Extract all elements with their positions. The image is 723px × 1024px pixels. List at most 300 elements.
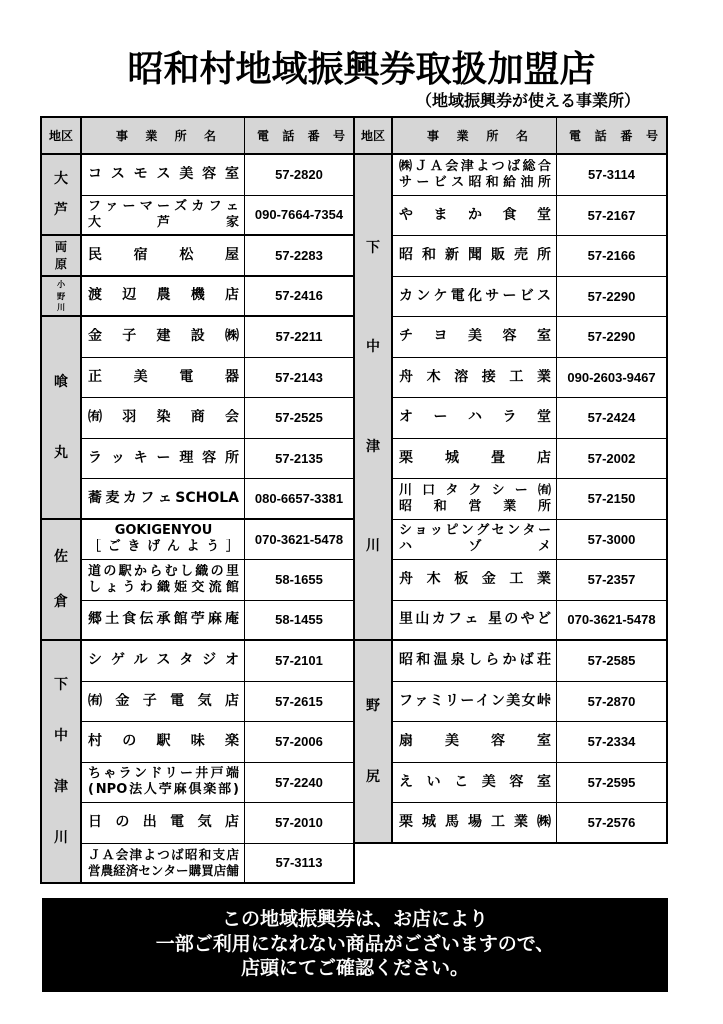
text-segment: 木 bbox=[426, 571, 441, 588]
store-name-line bbox=[88, 247, 239, 264]
text-segment: 購 bbox=[188, 862, 202, 878]
text-segment: ー bbox=[156, 449, 171, 466]
text-segment: 里 bbox=[225, 563, 239, 579]
text-segment: ㈲ bbox=[88, 692, 102, 709]
store-name-line bbox=[88, 847, 239, 863]
text-segment: ご bbox=[107, 539, 121, 555]
text-segment: 買 bbox=[201, 862, 214, 878]
store-name-line bbox=[88, 409, 239, 426]
text-segment: Ａ bbox=[101, 846, 115, 862]
text-segment: つ bbox=[157, 846, 170, 862]
phone-number: 57-2820 bbox=[245, 155, 355, 196]
text-segment: 所 bbox=[224, 449, 239, 466]
text-segment: ( bbox=[88, 782, 94, 798]
text-segment: 中 bbox=[366, 339, 380, 356]
phone-number: 090-2603-9467 bbox=[557, 358, 668, 399]
text-segment: ス bbox=[156, 166, 171, 183]
text-segment: メ bbox=[537, 539, 551, 555]
text-segment: 容 bbox=[509, 773, 524, 790]
store-name-cell bbox=[393, 682, 557, 723]
text-segment: 合 bbox=[537, 158, 551, 174]
store-name-line bbox=[88, 215, 239, 231]
text-segment: セ bbox=[138, 862, 151, 878]
store-name-line bbox=[88, 733, 239, 750]
phone-number: 070-3621-5478 bbox=[245, 520, 355, 561]
text-segment: ミ bbox=[429, 692, 444, 709]
text-segment: タ bbox=[522, 523, 536, 539]
text-segment: 号 bbox=[332, 128, 345, 143]
text-segment: 済 bbox=[125, 862, 139, 878]
phone-number: 090-7664-7354 bbox=[245, 196, 355, 237]
text-segment: 美 bbox=[179, 166, 194, 183]
text-segment: う bbox=[206, 539, 220, 555]
text-segment: 溶 bbox=[454, 368, 469, 385]
store-name-line bbox=[399, 774, 551, 791]
text-segment: 出 bbox=[142, 814, 157, 831]
text-segment: 正 bbox=[88, 368, 102, 385]
phone-number: 57-2595 bbox=[557, 763, 668, 804]
store-name-cell bbox=[82, 682, 245, 723]
text-segment: 栗 bbox=[399, 813, 413, 830]
text-segment: ー bbox=[433, 409, 448, 426]
text-segment: 子 bbox=[122, 328, 137, 345]
text-segment: ピ bbox=[445, 523, 459, 539]
text-segment: 金 bbox=[481, 571, 496, 588]
text-segment: 気 bbox=[197, 692, 212, 709]
text-segment: ラ bbox=[502, 409, 517, 426]
text-segment: ま bbox=[433, 206, 448, 223]
text-segment: 法 bbox=[129, 782, 143, 798]
phone-number: 57-3000 bbox=[557, 520, 668, 561]
phone-number: 57-3114 bbox=[557, 155, 668, 196]
store-name-cell bbox=[82, 317, 245, 358]
text-segment: ズ bbox=[174, 198, 188, 214]
text-segment: GOKIGENYOU bbox=[114, 523, 213, 539]
header-store-name bbox=[393, 118, 557, 155]
text-segment: 道 bbox=[88, 563, 102, 579]
text-segment: 板 bbox=[454, 571, 469, 588]
text-segment: 堂 bbox=[537, 409, 551, 426]
text-segment: 美 bbox=[445, 733, 459, 750]
notice-box bbox=[42, 898, 668, 992]
text-segment: 電 bbox=[170, 692, 185, 709]
text-segment: 川 bbox=[56, 302, 66, 313]
text-segment: 和 bbox=[433, 498, 447, 514]
text-segment: の bbox=[103, 563, 117, 579]
text-segment: 販 bbox=[491, 247, 505, 264]
text-segment: 下 bbox=[366, 239, 380, 256]
text-segment: し bbox=[179, 563, 193, 579]
text-segment: し bbox=[88, 579, 102, 595]
text-segment: タ bbox=[163, 862, 176, 878]
text-segment: 染 bbox=[156, 409, 171, 426]
text-segment: 栗 bbox=[399, 449, 413, 466]
phone-number: 57-3113 bbox=[245, 844, 355, 885]
text-segment: ジ bbox=[202, 652, 217, 669]
text-segment: 美 bbox=[468, 328, 482, 345]
text-segment: 馬 bbox=[445, 813, 459, 830]
text-segment: 佐 bbox=[54, 549, 68, 565]
text-segment: 美 bbox=[133, 368, 148, 385]
text-segment: 室 bbox=[537, 328, 551, 345]
text-segment: 経 bbox=[113, 862, 126, 878]
store-name-line bbox=[88, 539, 239, 555]
store-name-cell bbox=[82, 439, 245, 480]
store-table-right bbox=[353, 116, 668, 844]
store-name-cell bbox=[393, 722, 557, 763]
text-segment: ー bbox=[502, 287, 517, 304]
phone-number: 57-2416 bbox=[245, 277, 355, 318]
text-segment: 場 bbox=[468, 813, 482, 830]
store-name-cell bbox=[393, 601, 557, 642]
store-name-cell bbox=[393, 803, 557, 844]
store-name-line bbox=[399, 483, 551, 499]
text-segment: 会 bbox=[225, 409, 239, 426]
text-segment: 口 bbox=[422, 482, 436, 498]
text-segment: 駅 bbox=[156, 733, 171, 750]
text-segment: 和 bbox=[485, 174, 499, 190]
store-name-cell bbox=[82, 763, 245, 804]
text-segment: 業 bbox=[145, 128, 158, 143]
store-name-line bbox=[399, 288, 551, 305]
text-segment: 流 bbox=[208, 579, 222, 595]
store-name-cell bbox=[82, 641, 245, 682]
phone-number: 58-1655 bbox=[245, 560, 355, 601]
text-segment: こ bbox=[454, 773, 469, 790]
text-segment: 名 bbox=[203, 128, 216, 143]
text-segment: 屋 bbox=[224, 246, 239, 263]
store-name-line bbox=[88, 814, 239, 831]
text-segment: 号 bbox=[645, 128, 658, 143]
store-name-line bbox=[399, 733, 551, 750]
phone-number: 57-2167 bbox=[557, 196, 668, 237]
text-segment: 室 bbox=[537, 733, 551, 750]
text-segment: よ bbox=[143, 846, 156, 862]
text-segment: キ bbox=[133, 449, 148, 466]
text-segment: 村 bbox=[88, 733, 102, 750]
text-segment: 津 bbox=[366, 438, 380, 455]
text-segment: 事 bbox=[427, 128, 440, 143]
notice-line: この地域振興券は、お店により bbox=[221, 908, 488, 930]
notice-line: 店頭にてご確認ください。 bbox=[240, 957, 469, 979]
text-segment: 会 bbox=[115, 846, 129, 862]
district-cell bbox=[42, 155, 82, 236]
text-segment: 楽 bbox=[225, 733, 239, 750]
text-segment: 美 bbox=[506, 692, 521, 709]
store-name-line bbox=[88, 611, 239, 628]
text-segment: ゃ bbox=[103, 766, 117, 782]
text-segment: ㈲ bbox=[88, 409, 102, 426]
text-segment: シ bbox=[399, 523, 413, 539]
phone-number: 57-2585 bbox=[557, 641, 668, 682]
text-segment: セ bbox=[491, 523, 505, 539]
text-segment: む bbox=[164, 563, 178, 579]
text-segment: ［ bbox=[88, 539, 102, 555]
text-segment: ス bbox=[156, 652, 171, 669]
store-name-line bbox=[88, 369, 239, 386]
text-segment: チ bbox=[399, 328, 413, 345]
text-segment: 承 bbox=[156, 611, 171, 628]
text-segment: ェ bbox=[157, 489, 172, 506]
district-cell bbox=[42, 520, 82, 642]
text-segment: 下 bbox=[54, 677, 68, 693]
header-phone bbox=[245, 118, 355, 155]
text-segment: 売 bbox=[514, 247, 528, 264]
text-segment: ー bbox=[176, 862, 189, 878]
text-segment: 所 bbox=[486, 128, 499, 143]
store-name-line bbox=[399, 369, 551, 386]
store-name-line bbox=[399, 207, 551, 224]
text-segment: 山 bbox=[415, 611, 430, 628]
text-segment: 渡 bbox=[88, 287, 102, 304]
text-segment: 峠 bbox=[536, 692, 551, 709]
store-name-line bbox=[88, 287, 239, 304]
text-segment: フ bbox=[88, 198, 102, 214]
text-segment: 星 bbox=[487, 611, 502, 628]
text-segment: 容 bbox=[491, 733, 505, 750]
text-segment: 郷 bbox=[88, 611, 102, 628]
phone-number: 57-2143 bbox=[245, 358, 355, 399]
text-segment: 麻 bbox=[173, 782, 187, 798]
store-name-cell bbox=[393, 398, 557, 439]
text-segment: 城 bbox=[422, 813, 436, 830]
text-segment: 野 bbox=[56, 290, 66, 301]
phone-number: 57-2240 bbox=[245, 763, 355, 804]
text-segment: 芦 bbox=[54, 202, 68, 218]
text-segment: 野 bbox=[366, 697, 380, 714]
store-name-cell bbox=[393, 236, 557, 277]
text-segment: よ bbox=[186, 539, 200, 555]
text-segment: 尻 bbox=[366, 769, 380, 785]
text-segment: 端 bbox=[225, 766, 239, 782]
text-segment: Ａ bbox=[429, 158, 443, 174]
phone-number: 57-2870 bbox=[557, 682, 668, 723]
store-name-cell bbox=[82, 277, 245, 318]
text-segment: 店 bbox=[224, 814, 239, 831]
text-segment: オ bbox=[399, 409, 413, 426]
text-segment: 大 bbox=[88, 214, 102, 230]
text-segment: う bbox=[122, 579, 136, 595]
store-name-line bbox=[88, 490, 239, 507]
text-segment: 給 bbox=[503, 174, 517, 190]
text-segment: 気 bbox=[197, 814, 212, 831]
text-segment: カ bbox=[431, 611, 446, 628]
store-name-cell bbox=[82, 236, 245, 277]
text-segment: 業 bbox=[456, 128, 469, 143]
text-segment: 和 bbox=[198, 846, 212, 862]
store-name-cell bbox=[393, 317, 557, 358]
text-segment: 大 bbox=[54, 171, 68, 187]
text-segment: 店 bbox=[213, 862, 227, 878]
text-segment: 業 bbox=[536, 571, 551, 588]
text-segment: や bbox=[520, 611, 535, 628]
text-segment: 家 bbox=[225, 214, 239, 230]
text-segment: 美 bbox=[481, 773, 496, 790]
text-segment: 土 bbox=[105, 611, 120, 628]
text-segment: ー bbox=[460, 692, 475, 709]
phone-number: 58-1455 bbox=[245, 601, 355, 642]
text-segment: 店 bbox=[225, 287, 239, 304]
text-segment: 新 bbox=[445, 247, 459, 264]
text-segment: 温 bbox=[433, 652, 448, 669]
text-segment: タ bbox=[445, 482, 459, 498]
store-name-line bbox=[88, 328, 239, 345]
text-segment: 農 bbox=[156, 287, 171, 304]
text-segment: イ bbox=[475, 692, 490, 709]
text-segment: 電 bbox=[569, 128, 582, 143]
text-segment: 舗 bbox=[226, 862, 239, 878]
text-segment: 聞 bbox=[468, 247, 482, 264]
district-cell bbox=[355, 155, 393, 641]
text-segment: 蕎 bbox=[88, 489, 102, 506]
text-segment: ョ bbox=[414, 523, 428, 539]
text-segment: 舟 bbox=[399, 368, 413, 385]
phone-number: 57-2424 bbox=[557, 398, 668, 439]
store-name-cell bbox=[82, 398, 245, 439]
text-segment: ン bbox=[416, 287, 431, 304]
text-segment: 名 bbox=[515, 128, 528, 143]
text-segment: 業 bbox=[536, 368, 551, 385]
text-segment: 容 bbox=[502, 328, 517, 345]
text-segment: 交 bbox=[191, 579, 205, 595]
text-segment: ん bbox=[166, 539, 180, 555]
store-name-line bbox=[88, 564, 239, 580]
text-segment: 館 bbox=[225, 579, 239, 595]
text-segment: オ bbox=[224, 652, 239, 669]
text-segment: ㈱ bbox=[225, 328, 239, 345]
text-segment: 店 bbox=[224, 692, 239, 709]
store-name-cell bbox=[82, 803, 245, 844]
store-name-cell bbox=[393, 520, 557, 561]
text-segment: フ bbox=[140, 489, 155, 506]
text-segment: 羽 bbox=[122, 409, 137, 426]
text-segment: 喰 bbox=[54, 373, 68, 390]
text-segment: ち bbox=[88, 766, 102, 782]
text-segment: 両 bbox=[54, 239, 68, 254]
text-segment: NPO bbox=[95, 782, 128, 798]
text-segment: 城 bbox=[445, 449, 459, 466]
text-segment: 川 bbox=[366, 538, 380, 555]
text-segment: ス bbox=[110, 166, 125, 183]
text-segment: カ bbox=[122, 489, 137, 506]
text-segment: 織 bbox=[195, 563, 209, 579]
text-segment: 事 bbox=[116, 128, 129, 143]
text-segment: ス bbox=[537, 287, 551, 304]
text-segment: い bbox=[426, 773, 441, 790]
text-segment: 店 bbox=[226, 846, 239, 862]
district-cell bbox=[42, 277, 82, 318]
district-cell bbox=[42, 641, 82, 884]
text-segment: 営 bbox=[88, 862, 101, 878]
text-segment: 人 bbox=[143, 782, 157, 798]
text-segment: や bbox=[399, 206, 413, 223]
text-segment: 部 bbox=[218, 782, 232, 798]
text-segment: 畳 bbox=[491, 449, 505, 466]
text-segment: フ bbox=[399, 692, 413, 709]
text-segment: 苧 bbox=[158, 782, 172, 798]
text-segment: 所 bbox=[174, 128, 187, 143]
text-segment: ㈲ bbox=[537, 482, 551, 498]
text-segment: ー bbox=[179, 766, 193, 782]
text-segment: 工 bbox=[509, 368, 524, 385]
text-segment: ル bbox=[133, 652, 148, 669]
text-segment: 昭 bbox=[399, 652, 413, 669]
text-segment: 支 bbox=[212, 846, 226, 862]
text-segment: ク bbox=[468, 482, 482, 498]
phone-number: 57-2334 bbox=[557, 722, 668, 763]
text-segment: し bbox=[468, 652, 482, 669]
text-segment: か bbox=[133, 563, 147, 579]
text-segment: 会 bbox=[445, 158, 459, 174]
text-segment: 荘 bbox=[537, 652, 551, 669]
text-segment: の bbox=[210, 563, 224, 579]
text-segment: き bbox=[127, 539, 141, 555]
store-name-cell bbox=[82, 722, 245, 763]
text-segment: 駅 bbox=[118, 563, 132, 579]
text-segment: 理 bbox=[179, 449, 194, 466]
phone-number: 57-2290 bbox=[557, 317, 668, 358]
store-name-line bbox=[399, 693, 551, 710]
text-segment: 木 bbox=[426, 368, 441, 385]
text-segment: 金 bbox=[88, 328, 102, 345]
text-segment: 和 bbox=[416, 652, 431, 669]
text-segment: ば bbox=[519, 652, 534, 669]
text-segment: ァ bbox=[414, 692, 429, 709]
text-segment: シ bbox=[491, 482, 505, 498]
text-segment: 工 bbox=[509, 571, 524, 588]
text-segment: 舟 bbox=[399, 571, 413, 588]
phone-number: 080-6657-3381 bbox=[245, 479, 355, 520]
notice-line: 一部ご利用になれない商品がございますので、 bbox=[155, 932, 555, 955]
text-segment: ッ bbox=[429, 523, 443, 539]
text-segment: Ｊ bbox=[88, 846, 101, 862]
text-segment: 中 bbox=[54, 728, 68, 744]
text-segment: 建 bbox=[156, 328, 171, 345]
store-name-cell bbox=[82, 520, 245, 561]
text-segment: 昭 bbox=[399, 247, 413, 264]
text-segment: ン bbox=[133, 766, 147, 782]
text-segment: 室 bbox=[224, 166, 239, 183]
text-segment: 倶 bbox=[188, 782, 202, 798]
text-segment: ェ bbox=[464, 611, 479, 628]
text-segment: 店 bbox=[537, 449, 551, 466]
text-segment: 楽 bbox=[203, 782, 217, 798]
text-segment: 所 bbox=[537, 247, 551, 264]
text-segment: 民 bbox=[88, 246, 102, 263]
text-segment: 宿 bbox=[133, 246, 148, 263]
text-segment: 番 bbox=[620, 128, 633, 143]
phone-number: 57-2357 bbox=[557, 560, 668, 601]
text-segment: げ bbox=[147, 539, 161, 555]
text-segment: 館 bbox=[173, 611, 188, 628]
district-cell bbox=[42, 317, 82, 520]
store-name-line bbox=[88, 652, 239, 669]
text-segment: 井 bbox=[195, 766, 209, 782]
text-segment: 電 bbox=[450, 287, 465, 304]
text-segment: 日 bbox=[88, 814, 102, 831]
text-segment: ょ bbox=[105, 579, 119, 595]
text-segment: 織 bbox=[156, 579, 170, 595]
store-name-cell bbox=[393, 560, 557, 601]
text-segment: ー bbox=[156, 198, 170, 214]
store-name-cell bbox=[393, 439, 557, 480]
phone-number: 57-2576 bbox=[557, 803, 668, 844]
store-name-line bbox=[399, 175, 551, 191]
text-segment: ゲ bbox=[110, 652, 125, 669]
text-segment: 油 bbox=[520, 174, 534, 190]
store-name-line bbox=[88, 450, 239, 467]
text-segment: ば bbox=[171, 846, 184, 862]
